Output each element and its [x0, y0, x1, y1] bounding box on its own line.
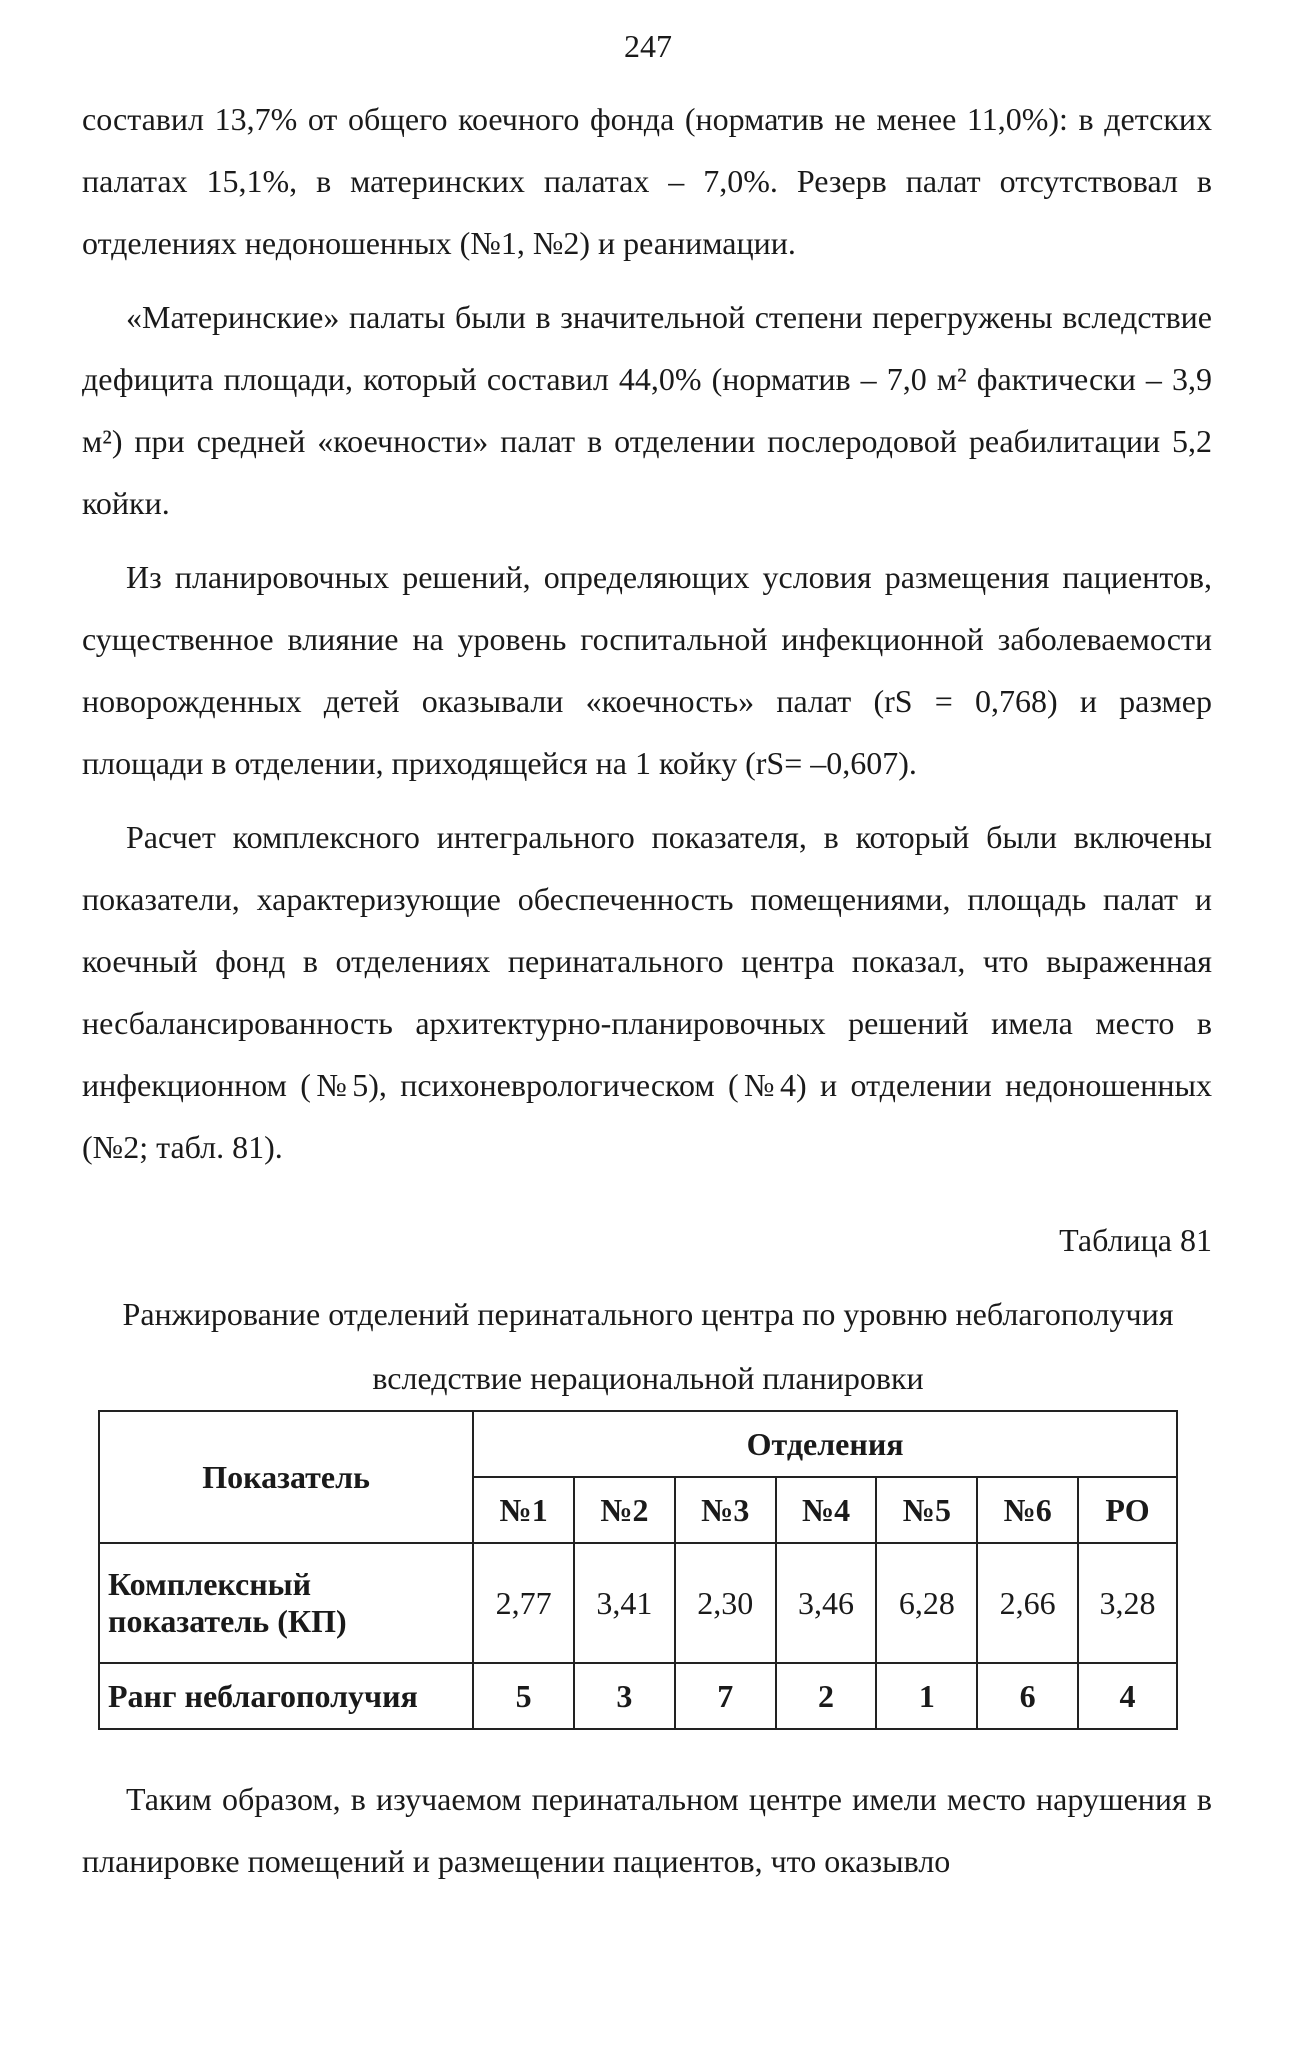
- table-title-line-2: вследствие нерациональной планировки: [372, 1360, 924, 1396]
- table-cell: 5: [473, 1663, 574, 1729]
- table-cell: 2,77: [473, 1543, 574, 1663]
- department-header: №1: [473, 1477, 574, 1543]
- department-header: №3: [675, 1477, 776, 1543]
- table-cell: 7: [675, 1663, 776, 1729]
- paragraph-3: Из планировочных решений, определяющих условия размещения пациентов, существенное влияние на уровень госпитальной инфекционной заболеваемости новорожденных детей оказывали «коечность» палат (rS = 0,768) и размер площади в отделении, приходящейся на 1 койку (rS= –0,607).: [82, 559, 1212, 781]
- closing-paragraph: Таким образом, в изучаемом перинатальном центре имели место нарушения в планировке помещений и размещении пациентов, что оказывло: [82, 1781, 1212, 1879]
- table-cell: 2: [776, 1663, 877, 1729]
- table-label: Таблица 81: [1059, 1222, 1212, 1258]
- table-title-line-1: Ранжирование отделений перинатального центра по уровню неблагополучия: [122, 1296, 1174, 1332]
- ranking-table: [98, 1410, 1178, 1730]
- table-cell: 3,28: [1078, 1543, 1177, 1663]
- paragraph-2: «Материнские» палаты были в значительной степени перегружены вследствие дефицита площади, который составил 44,0% (норматив – 7,0 м² фактически – 3,9 м²) при средней «коечности» палат в отделении послеродовой реабилитации 5,2 койки.: [82, 299, 1212, 521]
- row-label-composite: [99, 1543, 473, 1663]
- department-header: №2: [574, 1477, 675, 1543]
- table-cell: 1: [876, 1663, 977, 1729]
- department-header: РО: [1078, 1477, 1177, 1543]
- row-label-line-1: Комплексный: [108, 1566, 312, 1602]
- table-title: [70, 1282, 1226, 1410]
- header-departments: Отделения: [473, 1411, 1177, 1477]
- department-header: №4: [776, 1477, 877, 1543]
- table-cell: 3: [574, 1663, 675, 1729]
- table-cell: 6,28: [876, 1543, 977, 1663]
- table-cell: 4: [1078, 1663, 1177, 1729]
- table-cell: 2,30: [675, 1543, 776, 1663]
- closing-text: [82, 1768, 1212, 1892]
- paragraph-4: Расчет комплексного интегрального показателя, в который были включены показатели, характеризующие обеспеченность помещениями, площадь палат и коечный фонд в отделениях перинатального центра показал, что выраженная несбалансированность архитектурно-планировочных решений имела место в инфекционном (№5), психоневрологическом (№4) и отделении недоношенных (№2; табл. 81).: [82, 819, 1212, 1165]
- page-number: 247: [624, 28, 672, 64]
- table-cell: 2,66: [977, 1543, 1078, 1663]
- table-cell: 3,41: [574, 1543, 675, 1663]
- table-cell: 6: [977, 1663, 1078, 1729]
- department-header: №6: [977, 1477, 1078, 1543]
- row-label-line-2: показатель (КП): [108, 1603, 347, 1639]
- header-indicator: Показатель: [99, 1411, 473, 1543]
- department-header: №5: [876, 1477, 977, 1543]
- body-text: [82, 88, 1212, 1178]
- paragraph-1: составил 13,7% от общего коечного фонда (норматив не менее 11,0%): в детских палатах 15,1%, в материнских палатах – 7,0%. Резерв палат отсутствовал в отделениях недоношенных (№1, №2) и реанимации.: [82, 101, 1212, 261]
- table-cell: 3,46: [776, 1543, 877, 1663]
- row-label-rank: Ранг неблагополучия: [99, 1663, 473, 1729]
- table-row: [99, 1663, 1177, 1729]
- table-row: [99, 1543, 1177, 1663]
